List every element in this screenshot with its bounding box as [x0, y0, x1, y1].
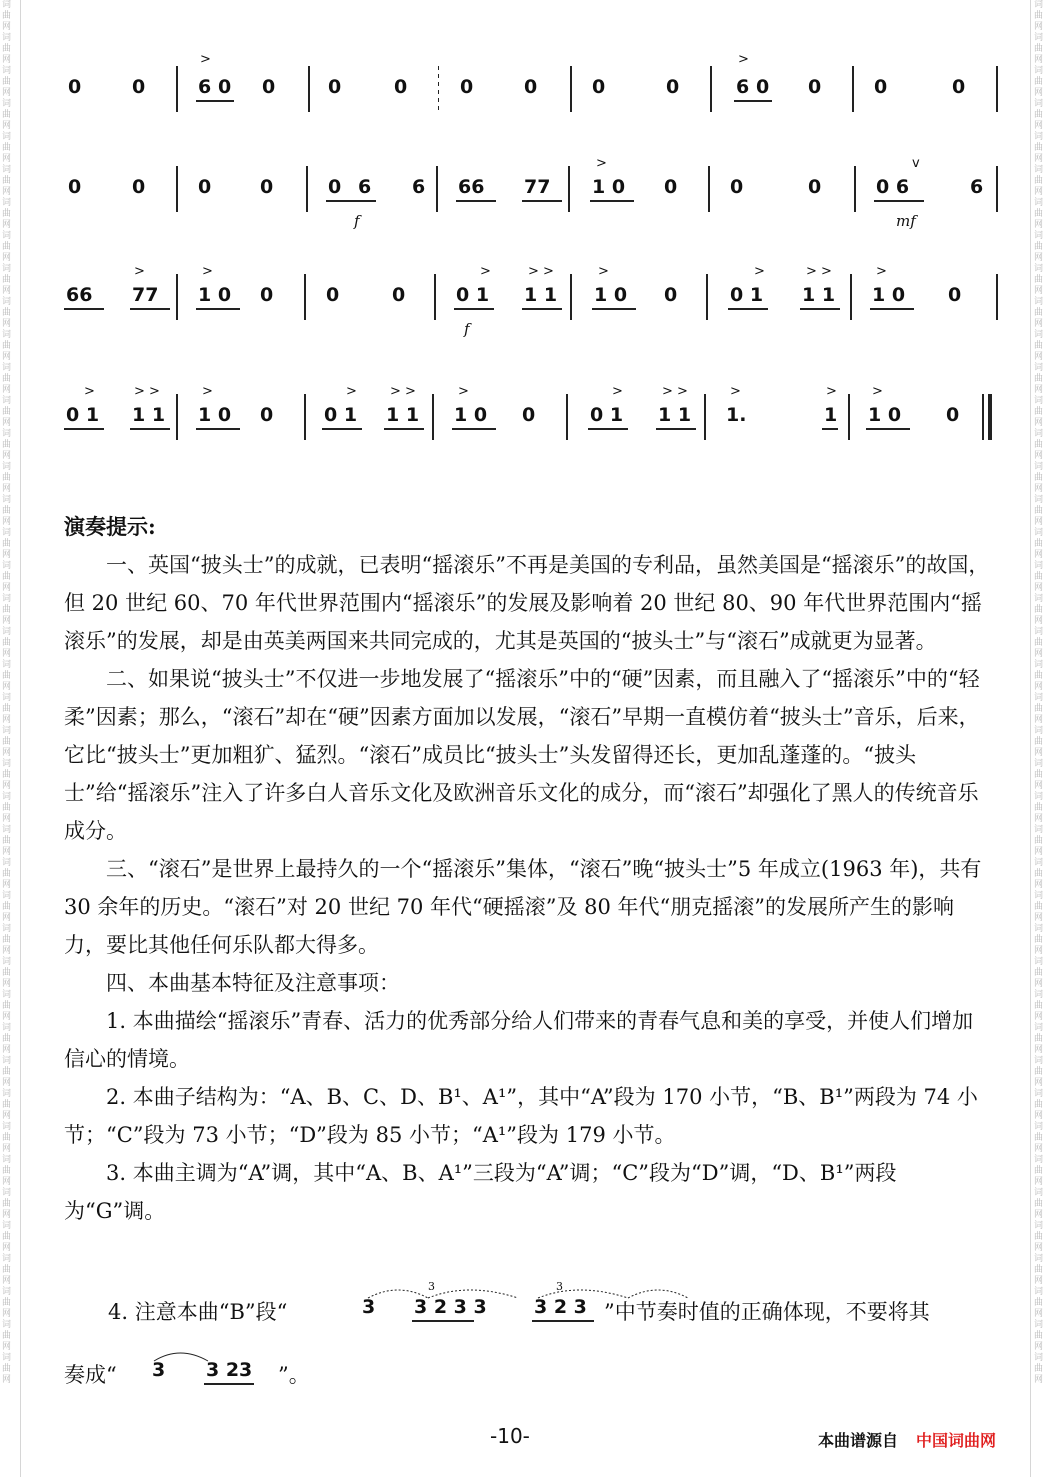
accent-mark: > > [134, 384, 160, 399]
rhythm-note: 3 2 3 3 [414, 1296, 487, 1318]
triplet-mark: 3 [556, 1280, 563, 1293]
beam [384, 428, 424, 430]
beam [326, 200, 376, 202]
note: 6 [736, 76, 750, 98]
beam [592, 308, 636, 310]
note: 0 [952, 76, 966, 98]
score-block [0, 0, 1050, 460]
barline [708, 166, 710, 212]
page-number: -10- [490, 1424, 530, 1448]
item-3: 3. 本曲主调为“A”调，其中“A、B、A¹”三段为“A”调；“C”段为“D”调，“D、B¹”两段为“G”调。 [64, 1161, 897, 1223]
accent-mark: > [84, 384, 95, 399]
paragraph-1: 一、英国“披头士”的成就，已表明“摇滚乐”不再是美国的专利品，虽然美国是“摇滚乐”的故国，但 20 世纪 60、70 年代世界范围内“摇滚乐”的发展及影响着 20 世纪 80、90 年代世界范围内“摇滚乐”的发展，却是由英美两国来共同完成的，尤其是英国的“披头士”与“滚石”成就更为显著。 [64, 553, 990, 653]
score-row-2 [62, 156, 1002, 232]
note-pair: 77 [132, 284, 159, 306]
note-pair: 77 [524, 176, 551, 198]
item-4-line-2 [64, 1345, 464, 1405]
beam [590, 200, 634, 202]
source-label: 本曲谱源自 [818, 1431, 899, 1450]
note: 6 [198, 76, 212, 98]
note-pair: 1 0 [198, 284, 232, 306]
beam [64, 308, 104, 310]
note: 0 [132, 76, 146, 98]
barline [570, 274, 572, 320]
barline [434, 274, 436, 320]
note: 0 [260, 284, 274, 306]
barline [304, 394, 306, 440]
beam [322, 428, 362, 430]
note: 0 [808, 76, 822, 98]
beam [412, 1320, 474, 1322]
note-pair: 1 0 [594, 284, 628, 306]
note-pair: 1 0 [872, 284, 906, 306]
rhythm-note: 3 [362, 1296, 376, 1318]
note: 6 [970, 176, 984, 198]
note: 6 [358, 176, 372, 198]
note: 0 [132, 176, 146, 198]
accent-mark: > [596, 156, 607, 171]
accent-mark: > [872, 384, 883, 399]
note: 0 [524, 76, 538, 98]
barline [568, 166, 570, 212]
note: 0 [522, 404, 536, 426]
barline [566, 394, 568, 440]
note-pair: 1 0 [868, 404, 902, 426]
beam [734, 100, 772, 102]
paragraph-4: 四、本曲基本特征及注意事项： [106, 971, 400, 995]
barline [304, 274, 306, 320]
note-pair: 1 1 [132, 404, 166, 426]
watermark-right: 词曲网词曲网词曲网词曲网词曲网词曲网词曲网词曲网词曲网词曲网词曲网词曲网词曲网词曲网词曲网词曲网词曲网词曲网词曲网词曲网词曲网词曲网词曲网词曲网词曲网词曲网词曲网词曲网词曲网词曲网词曲网词曲网词曲网词曲网词曲网词曲网词曲网词曲网词曲网词曲网词曲网词曲网 [1034, 0, 1044, 1385]
beam [130, 428, 170, 430]
barline [996, 166, 998, 212]
accent-mark: > > [390, 384, 416, 399]
accent-mark: > [754, 264, 765, 279]
note: 0 [260, 404, 274, 426]
barline [704, 394, 706, 440]
beam [130, 308, 170, 310]
barline [432, 394, 434, 440]
dynamic-f: f [354, 212, 360, 230]
beam [64, 428, 104, 430]
note: 0 [874, 76, 888, 98]
note: 0 [68, 176, 82, 198]
paragraph-3: 三、“滚石”是世界上最持久的一个“摇滚乐”集体，“滚石”晚“披头士”5 年成立(1963 年)，共有 30 余年的历史。“滚石”对 20 世纪 70 年代“硬摇滚”及 80 年代“朋克摇滚”的发展所产生的影响力，要比其他任何乐队都大得多。 [64, 857, 982, 957]
item-4-line [108, 1282, 998, 1342]
final-barline-thin [982, 394, 984, 440]
accent-mark: > > [806, 264, 832, 279]
note: 0 [756, 76, 770, 98]
barline [570, 66, 572, 112]
barline [710, 66, 712, 112]
accent-mark: > [480, 264, 491, 279]
beam [866, 428, 910, 430]
beam [656, 428, 696, 430]
note-pair: 0 6 [876, 176, 910, 198]
beam [522, 200, 562, 202]
dynamic-mf: mf [896, 212, 916, 230]
note: 0 [198, 176, 212, 198]
note-pair: 1 0 [592, 176, 626, 198]
note-pair: 66 [458, 176, 485, 198]
accent-mark: > [202, 264, 213, 279]
barline [854, 166, 856, 212]
item-4-text: 4. 注意本曲“B”段“ [108, 1300, 288, 1324]
barline [436, 166, 438, 212]
note: 0 [328, 76, 342, 98]
beam [456, 200, 496, 202]
beam [588, 428, 628, 430]
note-pair: 1 0 [198, 404, 232, 426]
accent-mark: > [826, 384, 837, 399]
rhythm-note: 3 23 [206, 1359, 253, 1381]
note: 0 [326, 284, 340, 306]
note-pair: 1 0 [454, 404, 488, 426]
accent-mark: > [346, 384, 357, 399]
beam [822, 428, 838, 430]
beam [452, 428, 496, 430]
score-row-3 [62, 264, 1002, 340]
note: 0 [218, 76, 232, 98]
item-4-text: ”中节奏时值的正确体现，不要将其 [604, 1300, 930, 1324]
beam [532, 1320, 594, 1322]
accent-mark: > [200, 52, 211, 67]
barline [996, 274, 998, 320]
item-2: 2. 本曲子结构为：“A、B、C、D、B¹、A¹”，其中“A”段为 170 小节，“B、B¹”两段为 74 小节；“C”段为 73 小节；“D”段为 85 小节；“A¹”段为 179 小节。 [64, 1085, 978, 1147]
source-credit [818, 1428, 996, 1451]
note-pair: 1 1 [386, 404, 420, 426]
note: 0 [664, 284, 678, 306]
note: 0 [664, 176, 678, 198]
watermark-left: 词曲网词曲网词曲网词曲网词曲网词曲网词曲网词曲网词曲网词曲网词曲网词曲网词曲网词曲网词曲网词曲网词曲网词曲网词曲网词曲网词曲网词曲网词曲网词曲网词曲网词曲网词曲网词曲网词曲网词曲网词曲网词曲网词曲网词曲网词曲网词曲网词曲网词曲网词曲网词曲网词曲网词曲网 [2, 0, 12, 1385]
note-pair: 0 1 [590, 404, 624, 426]
beam [196, 100, 234, 102]
note: 0 [946, 404, 960, 426]
note: 0 [394, 76, 408, 98]
barline [306, 166, 308, 212]
barline [706, 274, 708, 320]
beam [870, 308, 914, 310]
note: 0 [262, 76, 276, 98]
note-pair: 1 1 [524, 284, 558, 306]
dashed-barline [438, 66, 439, 112]
note-pair: 0 1 [66, 404, 100, 426]
accent-mark: > > [528, 264, 554, 279]
barline [996, 66, 998, 112]
final-barline-thick [988, 394, 992, 440]
accent-mark: > [458, 384, 469, 399]
barline [308, 66, 310, 112]
performance-notes [64, 508, 994, 1230]
beam [874, 200, 924, 202]
beam [800, 308, 840, 310]
barline [850, 274, 852, 320]
note: 0 [68, 76, 82, 98]
note: 0 [592, 76, 606, 98]
barline [852, 66, 854, 112]
beam [728, 308, 768, 310]
accent-mark: > > [662, 384, 688, 399]
note-pair: 0 1 [324, 404, 358, 426]
note: 0 [392, 284, 406, 306]
accent-mark: > [738, 52, 749, 67]
score-row-4 [62, 384, 1002, 460]
note-pair: 1 1 [658, 404, 692, 426]
beam [204, 1383, 254, 1385]
note: 0 [666, 76, 680, 98]
accent-mark: > [202, 384, 213, 399]
note: 1 [824, 404, 838, 426]
note-pair: 0 1 [730, 284, 764, 306]
score-row-1 [62, 52, 1002, 132]
barline [176, 166, 178, 212]
note: 0 [730, 176, 744, 198]
triplet-mark: 3 [428, 1280, 435, 1293]
note: 0 [328, 176, 342, 198]
item-1: 1. 本曲描绘“摇滚乐”青春、活力的优秀部分给人们带来的青春气息和美的享受，并使人们增加信心的情境。 [64, 1009, 974, 1071]
barline [176, 66, 178, 112]
rhythm-note: 3 2 3 [534, 1296, 587, 1318]
paragraph-2: 二、如果说“披头士”不仅进一步地发展了“摇滚乐”中的“硬”因素，而且融入了“摇滚乐”中的“轻柔”因素；那么，“滚石”却在“硬”因素方面加以发展，“滚石”早期一直模仿着“披头士”音乐，后来，它比“披头士”更加粗犷、猛烈。“滚石”成员比“披头士”头发留得还长，更加乱蓬蓬的。“披头士”给“摇滚乐”注入了许多白人音乐文化及欧洲音乐文化的成分，而“滚石”却强化了黑人的传统音乐成分。 [64, 667, 980, 843]
note: 0 [808, 176, 822, 198]
barline [176, 274, 178, 320]
barline [176, 394, 178, 440]
accent-mark: > [730, 384, 741, 399]
note: 0 [460, 76, 474, 98]
dynamic-f: f [464, 320, 470, 338]
note-pair: 0 1 [456, 284, 490, 306]
source-site[interactable]: 中国词曲网 [916, 1431, 997, 1450]
note: 1. [726, 404, 747, 426]
note: 0 [260, 176, 274, 198]
note-pair: 1 1 [802, 284, 836, 306]
barline [848, 394, 850, 440]
notes-heading: 演奏提示: [64, 514, 156, 539]
accent-mark: v [912, 156, 920, 171]
note-pair: 66 [66, 284, 93, 306]
accent-mark: > [876, 264, 887, 279]
beam [196, 308, 240, 310]
rhythm-note: 3 [152, 1359, 166, 1381]
accent-mark: > [612, 384, 623, 399]
note: 0 [948, 284, 962, 306]
beam [454, 308, 494, 310]
accent-mark: > [598, 264, 609, 279]
beam [522, 308, 562, 310]
note: 6 [412, 176, 426, 198]
item-4-text: 奏成“ [64, 1363, 117, 1387]
accent-mark: > [134, 264, 145, 279]
beam [196, 428, 240, 430]
item-4-text: ”。 [278, 1363, 310, 1387]
